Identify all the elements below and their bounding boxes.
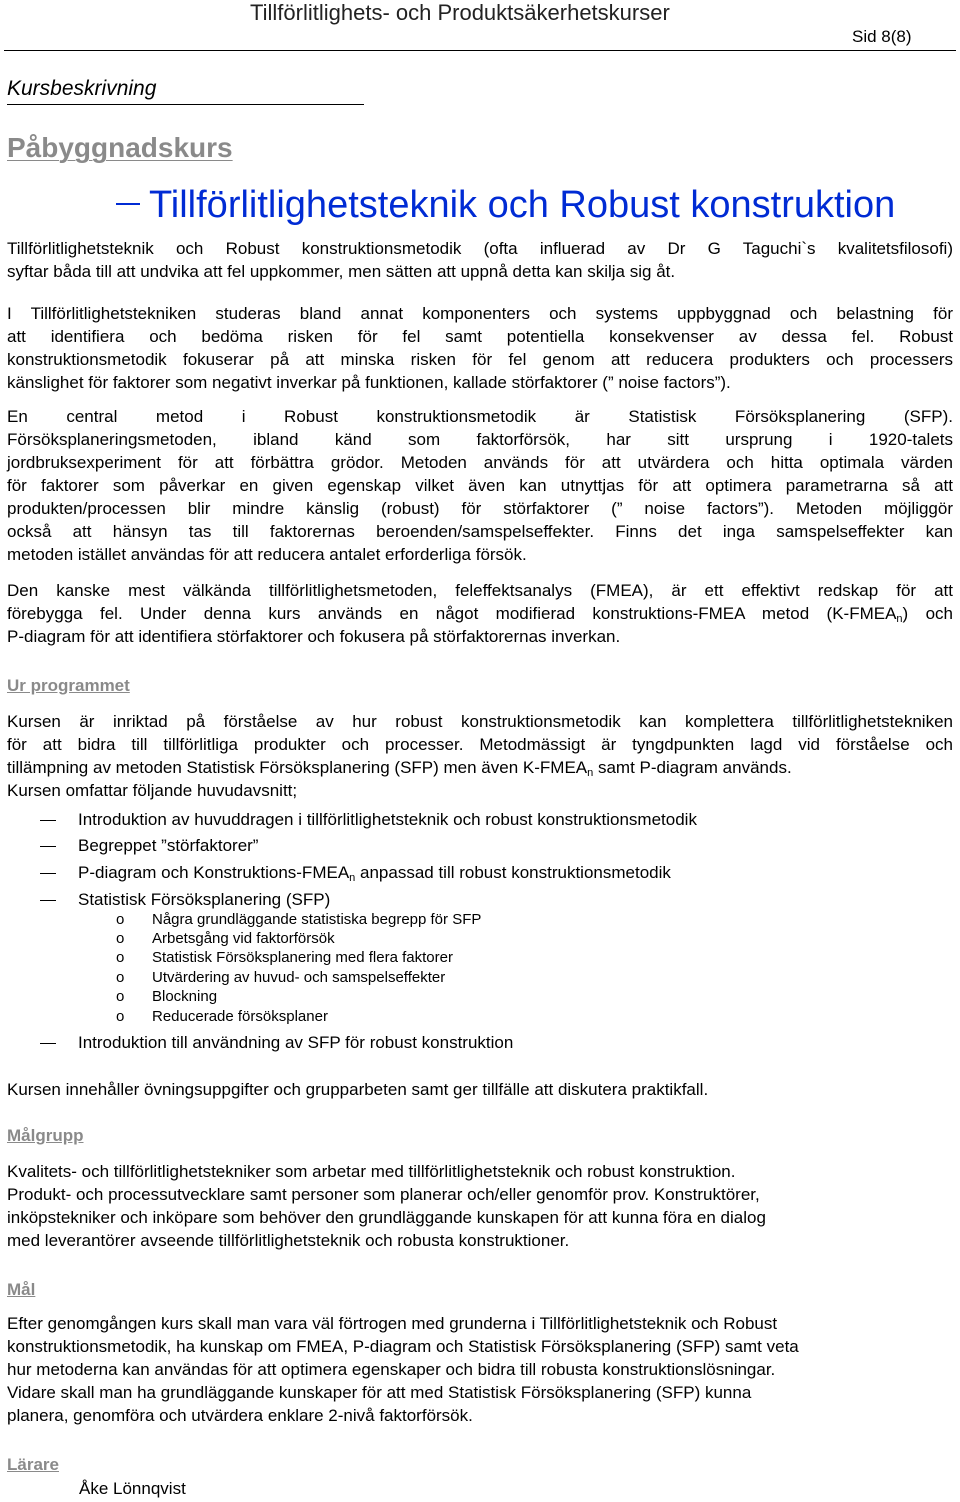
bullet-dash [40, 1043, 56, 1044]
text-line: Tillförlitlighetsteknik och Robust konstruktionsmetodik (ofta influerad av Dr G Taguchi`s kvalitetsfilosofi) [7, 239, 953, 258]
text-line: konstruktionsmetodik, ha kunskap om FMEA, P-diagram och Statistisk Försöksplanering (SFP) samt veta [7, 1337, 799, 1356]
text-line: planera, genomföra och utvärdera enklare 2-nivå faktorförsök. [7, 1406, 473, 1425]
text-line: metoden istället användas för att reducera antalet erforderliga försök. [7, 545, 527, 564]
teacher-heading: Lärare [7, 1455, 59, 1474]
text-line: hur metoderna kan användas för att optimera egenskaper och bidra till robusta konstruktionslösningar. [7, 1360, 776, 1379]
text-line: P-diagram för att identifiera störfaktorer och fokusera på störfaktorernas inverkan. [7, 627, 621, 646]
label-underline [7, 104, 364, 105]
text-line: En central metod i Robust konstruktionsmetodik är Statistisk Försöksplanering (SFP). [7, 407, 953, 426]
list-item: P-diagram och Konstruktions-$FMEA_n$ anpassad till robust konstruktionsmetodik [40, 861, 671, 884]
sub-list-item: o Blockning [116, 988, 218, 1005]
bullet-dash [40, 846, 56, 847]
text-line: Efter genomgången kurs skall man vara väl förtrogen med grunderna i Tillförlitlighetsteknik och Robust [7, 1314, 778, 1333]
text-line: Den kanske mest välkända tillförlitlighetsmetoden, feleffektsanalys (FMEA), är ett effektivt redskap för att [7, 581, 953, 600]
text-line: jordbruksexperiment för att förbättra grödor. Metoden används för att utvärdera och hitta optimala värden [7, 453, 953, 472]
text-line: förebygga fel. Under denna kurs används en något modifierad konstruktions-FMEA metod $(K-FMEA_n)$ och [7, 604, 953, 625]
page-number: Sid 8(8) [852, 27, 912, 46]
text-line: syftar båda till att undvika att fel uppkommer, men sätten att uppnå detta kan skilja sig åt. [7, 262, 676, 281]
text-line: också att hänsyn tas till faktorernas beroenden/samspelseffekter. Finns det inga samspelseffekter kan [7, 522, 953, 541]
course-title-text: Tillförlitlighetsteknik och Robust konstruktion [149, 184, 896, 226]
sub-list-item: o Utvärdering av huvud- och samspelseffekter [116, 969, 446, 986]
text-line: Kursen omfattar följande huvudavsnitt; [7, 781, 298, 800]
text-line: Kvalitets- och tillförlitlighetstekniker som arbetar med tillförlitlighetsteknik och robust konstruktion. [7, 1162, 736, 1181]
text-line: Kursen är inriktad på förståelse av hur robust konstruktionsmetodik kan komplettera tillförlitlighetstekniken [7, 712, 953, 731]
goal-paragraph [7, 1312, 953, 1427]
text-line: inköpstekniker och inköpare som behöver den grundläggande kunskapen för att kunna föra en dialog [7, 1208, 766, 1227]
text-line: tillämpning av metoden Statistisk Försöksplanering (SFP) men även $K-FMEA_n$ samt P-diagram används. [7, 758, 792, 779]
intro-paragraph-4 [7, 579, 953, 648]
bullet-dash [40, 873, 56, 874]
text-line: för att bidra till tillförlitliga produkter och processer. Metodmässigt är tyngdpunkten lagd vid förståelse och [7, 735, 953, 754]
sub-list-item: o Några grundläggande statistiska begrepp för SFP [116, 911, 482, 928]
text-line: Vidare skall man ha grundläggande kunskaper för att med Statistisk Försöksplanering (SFP) kunna [7, 1383, 752, 1402]
list-item: Introduktion av huvuddragen i tillförlitlighetsteknik och robust konstruktionsmetodik [40, 808, 697, 831]
sub-list-item: o Reducerade försöksplaner [116, 1008, 328, 1025]
text-line: känslighet för faktorer som negativt inverkar på funktionen, kallade störfaktorer (” noise factors”). [7, 373, 731, 392]
text-line: produkten/processen blir mindre känslig (robust) för störfaktorer (” noise factors”). Metoden möjliggör [7, 499, 953, 518]
target-heading: Målgrupp [7, 1126, 84, 1145]
document-label: Kursbeskrivning [7, 77, 157, 100]
text-line: att identifiera och bedöma risken för fel samt potentiella konsekvenser av dessa fel. Robust [7, 327, 953, 346]
list-item: Begreppet ”störfaktorer” [40, 834, 258, 857]
program-heading: Ur programmet [7, 676, 130, 695]
text-line: I Tillförlitlighetstekniken studeras bland annat komponenters och systems uppbyggnad och belastning för [7, 304, 953, 323]
course-type-heading: Påbyggnadskurs [7, 132, 233, 163]
text-line: Produkt- och processutvecklare samt personer som planerar och/eller genomför prov. Konstruktörer, [7, 1185, 760, 1204]
goal-heading: Mål [7, 1280, 36, 1299]
intro-paragraph-2 [7, 302, 953, 394]
list-item: Introduktion till användning av SFP för robust konstruktion [40, 1031, 513, 1054]
intro-paragraph-3 [7, 405, 953, 566]
text-line: Kursen innehåller övningsuppgifter och grupparbeten samt ger tillfälle att diskutera praktikfall. [7, 1080, 709, 1099]
text-line: Försöksplaneringsmetoden, ibland känd som faktorförsök, har sitt ursprung i 1920-talets [7, 430, 953, 449]
title-dash [116, 203, 140, 205]
text-line: för faktorer som påverkar en given egenskap vilket även kan utnyttjas för att optimera parametrarna så att [7, 476, 953, 495]
bullet-dash [40, 900, 56, 901]
sub-list-item: o Arbetsgång vid faktorförsök [116, 930, 335, 947]
teacher-name: Åke Lönnqvist [79, 1479, 186, 1498]
program-paragraph [7, 710, 953, 802]
target-paragraph [7, 1160, 953, 1252]
list-item: Statistisk Försöksplanering (SFP) [40, 888, 330, 911]
header-title: Tillförlitlighets- och Produktsäkerhetskurser [250, 0, 670, 25]
text-line: med leverantörer avseende tillförlitlighetsteknik och robusta konstruktioner. [7, 1231, 570, 1250]
text-line: konstruktionsmetodik fokuserar på att minska risken för fel genom att reducera produkters och processers [7, 350, 953, 369]
intro-paragraph-1 [7, 237, 953, 283]
course-title [116, 184, 895, 227]
header-divider [4, 50, 956, 51]
program-closing [7, 1078, 953, 1101]
sub-list-item: o Statistisk Försöksplanering med flera faktorer [116, 949, 453, 966]
bullet-dash [40, 820, 56, 821]
